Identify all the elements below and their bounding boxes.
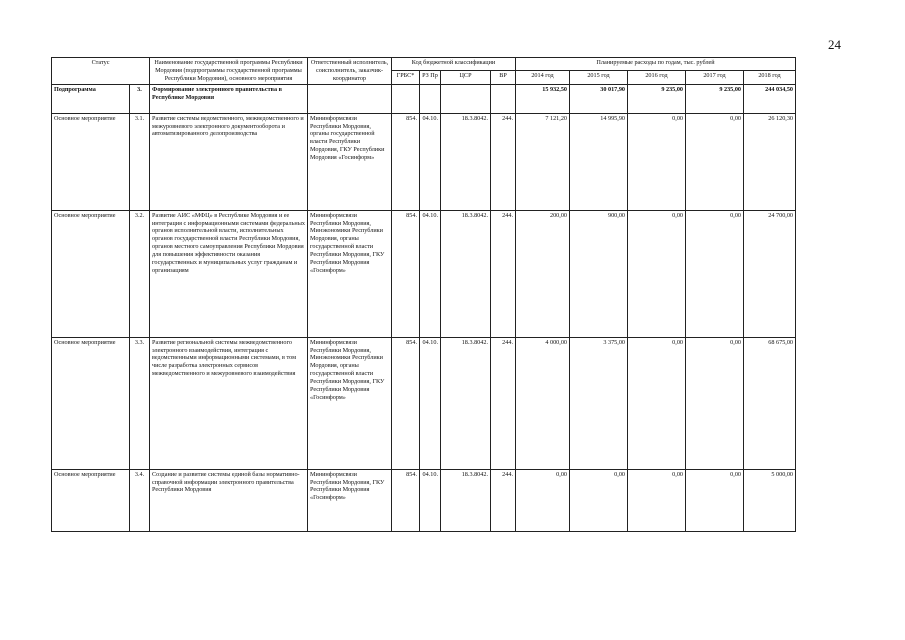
row-value-2017: 0,00	[686, 210, 744, 337]
header-grbs: ГРБС*	[392, 71, 420, 84]
row-value-2014: 7 121,20	[516, 113, 570, 210]
header-year-2017: 2017 год	[686, 71, 744, 84]
row-number: 3.1.	[130, 113, 150, 210]
row-value-2015: 3 375,00	[570, 337, 628, 469]
row-name: Развитие системы ведомственного, межведомственного и межуровневого электронного документооборота и автоматизированного делопроизводства	[150, 113, 308, 210]
header-year-2016: 2016 год	[628, 71, 686, 84]
table-row	[52, 210, 796, 337]
row-value-2018: 244 034,50	[744, 84, 796, 113]
header-responsible: Ответственный исполнитель, соисполнитель, заказчик-координатор	[308, 58, 392, 85]
header-row-top	[52, 58, 796, 71]
row-csr	[441, 84, 491, 113]
row-responsible	[308, 84, 392, 113]
row-responsible: Мининформсвязи Республики Мордовия, ГКУ Республики Мордовия «Госинформ»	[308, 469, 392, 531]
row-value-2018: 26 120,30	[744, 113, 796, 210]
row-name: Развитие региональной системы межведомственного электронного взаимодействия, интеграция с ведомственными информационными системами, в том числе разработка электронных сервисов межведомственного и межуровневого взаимодействия	[150, 337, 308, 469]
row-value-2014: 200,00	[516, 210, 570, 337]
row-value-2014: 4 000,00	[516, 337, 570, 469]
row-value-2016: 0,00	[628, 337, 686, 469]
row-value-2017: 0,00	[686, 113, 744, 210]
row-rzpr: 04.10.	[420, 469, 441, 531]
row-vr: 244.	[491, 210, 516, 337]
budget-table	[51, 57, 796, 532]
row-value-2015: 900,00	[570, 210, 628, 337]
row-value-2015: 14 995,90	[570, 113, 628, 210]
header-planned: Планируемые расходы по годам, тыс. рублей	[516, 58, 796, 71]
row-rzpr: 04.10.	[420, 113, 441, 210]
table-row	[52, 337, 796, 469]
row-rzpr	[420, 84, 441, 113]
row-value-2015: 30 017,90	[570, 84, 628, 113]
row-rzpr: 04.10.	[420, 337, 441, 469]
table-row	[52, 113, 796, 210]
budget-table-sheet	[51, 57, 795, 532]
row-number: 3.2.	[130, 210, 150, 337]
row-grbs	[392, 84, 420, 113]
row-name: Создание и развитие системы единой базы нормативно-справочной информации электронного правительства Республики Мордовия	[150, 469, 308, 531]
row-value-2017: 0,00	[686, 469, 744, 531]
row-grbs: 854.	[392, 113, 420, 210]
row-number: 3.3.	[130, 337, 150, 469]
row-csr: 18.3.8042.	[441, 210, 491, 337]
row-status: Подпрограмма	[52, 84, 130, 113]
row-value-2016: 0,00	[628, 210, 686, 337]
header-vr: ВР	[491, 71, 516, 84]
header-status: Статус	[52, 58, 150, 85]
row-vr: 244.	[491, 469, 516, 531]
row-status: Основное мероприятие	[52, 469, 130, 531]
header-year-2015: 2015 год	[570, 71, 628, 84]
row-csr: 18.3.8042.	[441, 113, 491, 210]
row-rzpr: 04.10.	[420, 210, 441, 337]
header-rzpr: РЗ Пр	[420, 71, 441, 84]
row-number: 3.4.	[130, 469, 150, 531]
row-value-2014: 0,00	[516, 469, 570, 531]
page-number: 24	[828, 37, 841, 52]
row-name: Развитие АИС «МФЦ» в Республике Мордовия и ее интеграция с информационными системами федеральных органов исполнительной власти, исполнительных органов государственной власти Республики Мордовия, органов местного самоуправления Республики Мордовия для повышения эффективности оказания государственных и муниципальных услуг гражданам и организациям	[150, 210, 308, 337]
header-budget-code: Код бюджетной классификации	[392, 58, 516, 71]
row-vr	[491, 84, 516, 113]
row-status: Основное мероприятие	[52, 337, 130, 469]
row-name: Формирование электронного правительства в Республике Мордовия	[150, 84, 308, 113]
row-value-2017: 0,00	[686, 337, 744, 469]
row-responsible: Мининформсвязи Республики Мордовия, Минэкономики Республики Мордовия, органы государственной власти Республики Мордовия, ГКУ Республики Мордовия «Госинформ»	[308, 210, 392, 337]
row-value-2015: 0,00	[570, 469, 628, 531]
table-row	[52, 469, 796, 531]
row-value-2017: 9 235,00	[686, 84, 744, 113]
row-grbs: 854.	[392, 337, 420, 469]
table-row	[52, 84, 796, 113]
row-csr: 18.3.8042.	[441, 469, 491, 531]
header-year-2014: 2014 год	[516, 71, 570, 84]
row-value-2016: 0,00	[628, 469, 686, 531]
row-responsible: Мининформсвязи Республики Мордовия, Минэкономики Республики Мордовия, органы государственной власти Республики Мордовия, ГКУ Республики Мордовия «Госинформ»	[308, 337, 392, 469]
row-value-2014: 15 932,50	[516, 84, 570, 113]
row-grbs: 854.	[392, 469, 420, 531]
row-value-2018: 68 675,00	[744, 337, 796, 469]
row-vr: 244.	[491, 113, 516, 210]
row-vr: 244.	[491, 337, 516, 469]
row-value-2018: 5 000,00	[744, 469, 796, 531]
row-csr: 18.3.8042.	[441, 337, 491, 469]
row-value-2016: 0,00	[628, 113, 686, 210]
header-year-2018: 2018 год	[744, 71, 796, 84]
row-status: Основное мероприятие	[52, 113, 130, 210]
row-value-2016: 9 235,00	[628, 84, 686, 113]
row-value-2018: 24 700,00	[744, 210, 796, 337]
header-csr: ЦСР	[441, 71, 491, 84]
row-responsible: Мининформсвязи Республики Мордовия, органы государственной власти Республики Мордовия, ГКУ Республики Мордовия «Госинформ»	[308, 113, 392, 210]
row-grbs: 854.	[392, 210, 420, 337]
row-number: 3.	[130, 84, 150, 113]
header-name: Наименование государственной программы Республики Мордовия (подпрограммы государственной программы Республики Мордовия), основного мероприятия	[150, 58, 308, 85]
row-status: Основное мероприятие	[52, 210, 130, 337]
